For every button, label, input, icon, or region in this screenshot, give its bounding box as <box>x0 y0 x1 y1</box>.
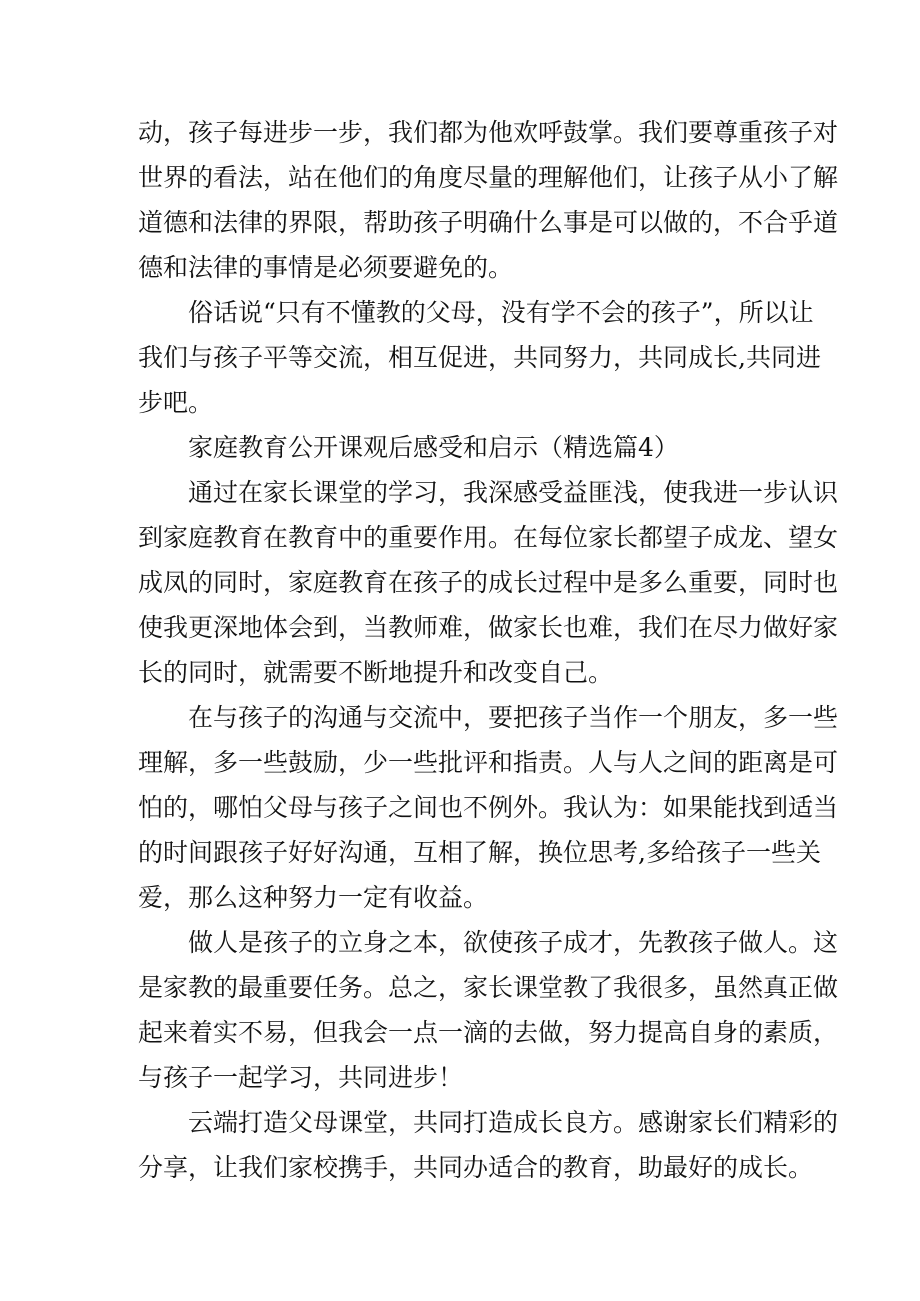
text-line: 怕的，哪怕父母与孩子之间也不例外。我认为：如果能找到适当 <box>138 793 839 822</box>
text-line: 到家庭教育在教育中的重要作用。在每位家长都望子成龙、望女 <box>138 523 839 552</box>
section-heading <box>138 425 786 470</box>
text-line: 在与孩子的沟通与交流中，要把孩子当作一个朋友，多一些 <box>188 703 839 732</box>
text-line: 德和法律的事情是必须要避免的。 <box>138 253 514 282</box>
paragraph-proverb <box>138 290 821 425</box>
text-line: 俗话说“只有不懂教的父母，没有学不会的孩子”，所以让 <box>188 298 814 327</box>
document-body <box>138 110 839 1190</box>
text-line: 的时间跟孩子好好沟通，互相了解，换位思考,多给孩子一些关 <box>138 838 821 867</box>
text-line: 理解，多一些鼓励，少一些批评和指责。人与人之间的距离是可 <box>138 748 839 777</box>
text-line: 世界的看法，站在他们的角度尽量的理解他们，让孩子从小了解 <box>138 163 839 192</box>
heading-line: 家庭教育公开课观后感受和启示（精选篇4） <box>188 433 679 462</box>
text-line: 道德和法律的界限，帮助孩子明确什么事是可以做的，不合乎道 <box>138 208 839 237</box>
text-line: 使我更深地体会到，当教师难，做家长也难，我们在尽力做好家 <box>138 613 839 642</box>
text-line: 起来着实不易，但我会一点一滴的去做，努力提高自身的素质， <box>138 1018 839 1047</box>
paragraph-communication <box>138 695 839 920</box>
text-line: 做人是孩子的立身之本，欲使孩子成才，先教孩子做人。这 <box>188 928 839 957</box>
text-line: 与孩子一起学习，共同进步！ <box>138 1063 464 1092</box>
paragraph-continuation <box>138 110 839 290</box>
paragraph-closing <box>138 1100 839 1190</box>
paragraph-character <box>138 920 839 1100</box>
text-line: 分享，让我们家校携手，共同办适合的教育，助最好的成长。 <box>138 1153 814 1182</box>
text-line: 是家教的最重要任务。总之，家长课堂教了我很多，虽然真正做 <box>138 973 839 1002</box>
paragraph-learning <box>138 470 839 695</box>
text-line: 步吧。 <box>138 388 214 417</box>
text-line: 长的同时，就需要不断地提升和改变自己。 <box>138 658 614 687</box>
text-line: 云端打造父母课堂，共同打造成长良方。感谢家长们精彩的 <box>188 1108 839 1137</box>
text-line: 通过在家长课堂的学习，我深感受益匪浅，使我进一步认识 <box>188 478 839 507</box>
text-line: 成凤的同时，家庭教育在孩子的成长过程中是多么重要，同时也 <box>138 568 839 597</box>
text-line: 爱，那么这种努力一定有收益。 <box>138 883 489 912</box>
text-line: 我们与孩子平等交流，相互促进，共同努力，共同成长,共同进 <box>138 343 821 372</box>
text-line: 动，孩子每进步一步，我们都为他欢呼鼓掌。我们要尊重孩子对 <box>138 118 839 147</box>
